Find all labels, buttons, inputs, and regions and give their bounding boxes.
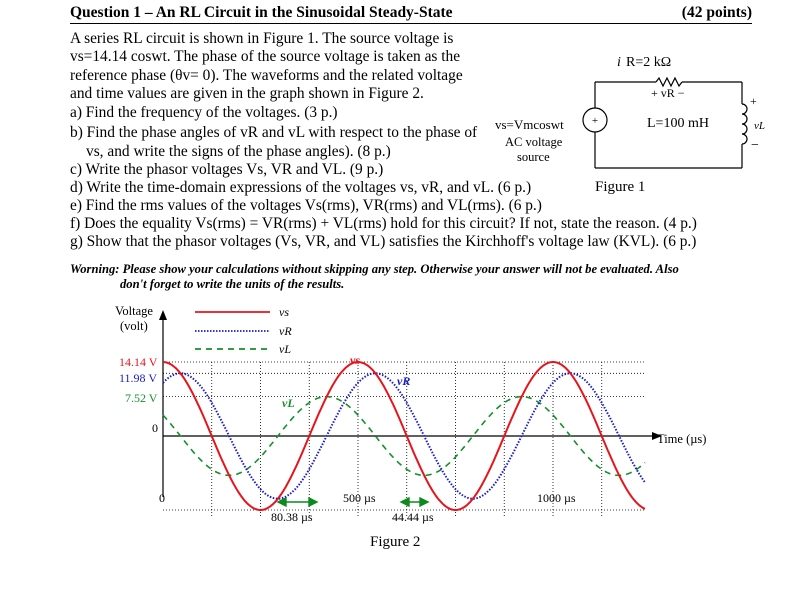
y-axis-arrow: [159, 310, 167, 320]
dim-arrow-vr-right: [420, 498, 428, 506]
warning-line-2: don't forget to write the units of the results.: [120, 277, 345, 291]
y-axis-label-1: Voltage: [115, 304, 153, 318]
intro-text: [70, 30, 463, 104]
x-axis-label: Time (µs): [657, 432, 707, 446]
warning-text: [70, 262, 679, 292]
source-equation: vs=Vmcoswt: [495, 117, 564, 132]
source-plus: +: [591, 115, 599, 127]
source-desc-2: source: [517, 150, 550, 164]
y-tick-vr-peak: 11.98 V: [119, 371, 158, 385]
source-desc-1: AC voltage: [505, 135, 563, 149]
inductor-label: L=100 mH: [647, 116, 709, 131]
question-header: [70, 4, 752, 24]
dim-label-vl: 80.38 µs: [271, 510, 313, 524]
x-tick-500: 500 µs: [343, 491, 376, 505]
figure-2-caption: Figure 2: [370, 534, 421, 550]
question-g: g) Show that the phasor voltages (Vs, VR, and VL) satisfies the Kirchhoff's voltage law (KVL). (6 p.): [70, 233, 697, 250]
intro-line: A series RL circuit is shown in Figure 1. The source voltage is: [70, 30, 454, 47]
curve-label-vr: vR: [397, 374, 411, 388]
vl-label: vL: [754, 120, 765, 132]
legend-label-vl: vL: [279, 342, 291, 356]
question-f: f) Does the equality Vs(rms) = VR(rms) + VL(rms) hold for this circuit? If not, state the reason. (4 p.): [70, 215, 697, 232]
question-points: (42 points): [681, 4, 752, 21]
question-c: c) Write the phasor voltages Vs, VR and VL. (9 p.): [70, 161, 384, 178]
question-b: b) Find the phase angles of vR and vL with respect to the phase of: [70, 124, 478, 141]
vl-minus: −: [751, 138, 759, 153]
figure-1-caption: Figure 1: [595, 179, 646, 195]
x-tick-0: 0: [159, 491, 165, 505]
resistor-label: R=2 kΩ: [626, 55, 672, 70]
y-tick-vl-peak: 7.52 V: [125, 391, 158, 405]
resistor-symbol: [656, 78, 682, 86]
vr-label: + vR −: [651, 86, 685, 100]
x-tick-1000: 1000 µs: [537, 491, 576, 505]
y-axis-label-2: (volt): [120, 319, 148, 333]
curve-label-vl: vL: [282, 396, 295, 410]
intro-line: and time values are given in the graph shown in Figure 2.: [70, 85, 424, 103]
intro-line: reference phase (θv= 0). The waveforms and the related voltage: [70, 66, 463, 84]
figure-2-chart: [0, 290, 798, 595]
dim-arrow-vr-left: [401, 498, 409, 506]
y-tick-vs-peak: 14.14 V: [119, 355, 158, 369]
dim-arrow-vl-right: [309, 498, 317, 506]
vl-plus: +: [750, 94, 757, 108]
intro-line: vs=14.14 coswt. The phase of the source voltage is taken as the: [70, 48, 461, 66]
question-title: Question 1 – An RL Circuit in the Sinusoidal Steady-State: [70, 4, 453, 21]
dim-label-vr: 44.44 µs: [392, 510, 434, 524]
question-a: a) Find the frequency of the voltages. (3 p.): [70, 104, 338, 121]
inductor-symbol: [742, 104, 747, 144]
figure-1-circuit: [490, 50, 780, 200]
warning-line-1: Worning: Please show your calculations without skipping any step. Otherwise your answer will not be evaluated. Also: [70, 262, 679, 276]
y-tick-zero: 0: [152, 421, 158, 435]
question-d: d) Write the time-domain expressions of the voltages vs, vR, and vL. (6 p.): [70, 179, 532, 196]
legend-label-vr: vR: [279, 324, 292, 338]
curve-label-vs: vs: [350, 353, 360, 367]
question-b-cont: vs, and write the signs of the phase angles). (8 p.): [86, 143, 391, 160]
question-e: e) Find the rms values of the voltages Vs(rms), VR(rms) and VL(rms). (6 p.): [70, 197, 542, 214]
current-label: i: [617, 55, 621, 70]
legend-label-vs: vs: [279, 305, 289, 319]
